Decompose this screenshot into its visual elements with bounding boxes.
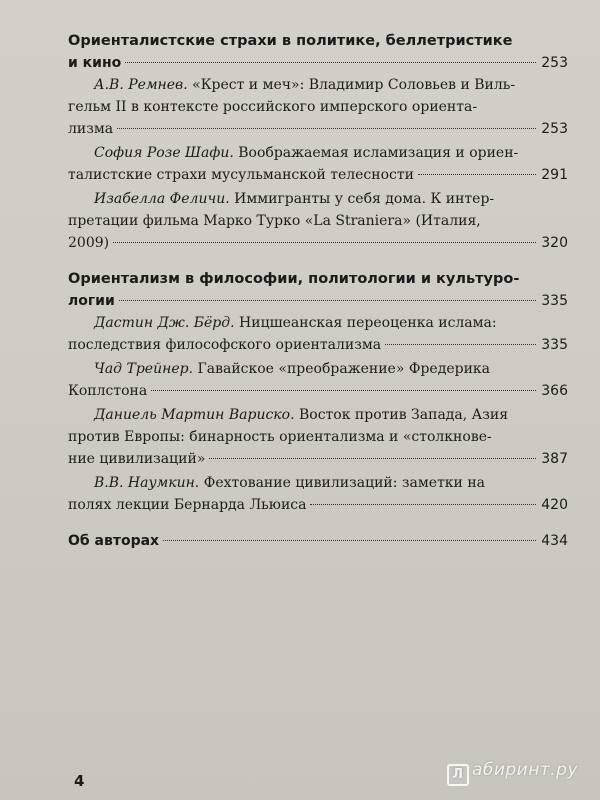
entry-title-line: Восток против Запада, Азия bbox=[299, 407, 509, 423]
toc-entry bbox=[68, 142, 568, 186]
toc-entry bbox=[68, 74, 568, 140]
toc-entry bbox=[68, 188, 568, 254]
page-ref: 291 bbox=[541, 167, 568, 183]
dot-leader bbox=[163, 540, 536, 541]
entry-title-line: Ницшеанская переоценка ислама: bbox=[239, 315, 497, 331]
toc-entry bbox=[68, 404, 568, 470]
section-heading bbox=[68, 268, 568, 312]
section-heading-line: Ориентализм в философии, политологии и культуро- bbox=[68, 271, 520, 287]
entry-title-line: 2009) bbox=[68, 235, 110, 251]
table-of-contents bbox=[68, 30, 568, 566]
watermark bbox=[447, 760, 578, 786]
dot-leader bbox=[151, 390, 536, 391]
page-number: 4 bbox=[74, 772, 85, 790]
entry-title-line: претации фильма Марко Турко «La Straniera» (Италия, bbox=[68, 213, 481, 229]
dot-leader bbox=[113, 242, 536, 243]
page-ref: 420 bbox=[541, 497, 568, 513]
section-heading-line: и кино bbox=[68, 55, 122, 71]
dot-leader bbox=[385, 344, 536, 345]
entry-title-line: Иммигранты у себя дома. К интер- bbox=[234, 191, 495, 207]
entry-author: Чад Трейнер. bbox=[94, 361, 194, 377]
entry-author: София Розе Шафи. bbox=[94, 145, 234, 161]
page-ref: 253 bbox=[541, 121, 568, 137]
page-ref: 320 bbox=[541, 235, 568, 251]
dot-leader bbox=[117, 128, 536, 129]
entry-title-line: «Крест и меч»: Владимир Соловьев и Виль- bbox=[192, 77, 516, 93]
entry-title-line: Фехтование цивилизаций: заметки на bbox=[203, 475, 486, 491]
entry-author: В.В. Наумкин. bbox=[94, 475, 200, 491]
watermark-text: абиринт.ру bbox=[471, 760, 578, 780]
dot-leader bbox=[310, 504, 536, 505]
toc-section bbox=[68, 530, 568, 552]
page-ref: 335 bbox=[541, 337, 568, 353]
page-ref: 387 bbox=[541, 451, 568, 467]
entry-author: Дастин Дж. Бёрд. bbox=[94, 315, 235, 331]
entry-title-line: Коплстона bbox=[68, 383, 148, 399]
page-ref: 366 bbox=[541, 383, 568, 399]
section-heading bbox=[68, 30, 568, 74]
toc-section bbox=[68, 268, 568, 516]
section-heading-line: Об авторах bbox=[68, 533, 160, 549]
entry-title-line: Гавайское «преображение» Фредерика bbox=[197, 361, 490, 377]
toc-entry bbox=[68, 312, 568, 356]
page-ref: 434 bbox=[541, 533, 568, 549]
toc-entry bbox=[68, 472, 568, 516]
entry-title-line: последствия философского ориентализма bbox=[68, 337, 382, 353]
dot-leader bbox=[209, 458, 536, 459]
labirint-logo-icon: Л bbox=[447, 764, 469, 786]
page-ref: 253 bbox=[541, 55, 568, 71]
section-heading bbox=[68, 530, 568, 552]
dot-leader bbox=[119, 300, 536, 301]
toc-section bbox=[68, 30, 568, 254]
dot-leader bbox=[125, 62, 536, 63]
toc-entry bbox=[68, 358, 568, 402]
entry-title-line: лизма bbox=[68, 121, 114, 137]
entry-author: Изабелла Феличи. bbox=[94, 191, 230, 207]
entry-author: А.В. Ремнев. bbox=[94, 77, 188, 93]
entry-title-line: против Европы: бинарность ориентализма и «столкнове- bbox=[68, 429, 492, 445]
entry-author: Даниель Мартин Вариско. bbox=[94, 407, 295, 423]
entry-title-line: Воображаемая исламизация и ориен- bbox=[238, 145, 519, 161]
page-ref: 335 bbox=[541, 293, 568, 309]
entry-title-line: талистские страхи мусульманской телесности bbox=[68, 167, 414, 183]
entry-title-line: гельм II в контексте российского имперского ориента- bbox=[68, 99, 478, 115]
section-heading-line: Ориенталистские страхи в политике, беллетристике bbox=[68, 33, 513, 49]
dot-leader bbox=[418, 174, 536, 175]
entry-title-line: полях лекции Бернарда Льюиса bbox=[68, 497, 307, 513]
section-heading-line: логии bbox=[68, 293, 115, 309]
entry-title-line: ние цивилизаций» bbox=[68, 451, 206, 467]
